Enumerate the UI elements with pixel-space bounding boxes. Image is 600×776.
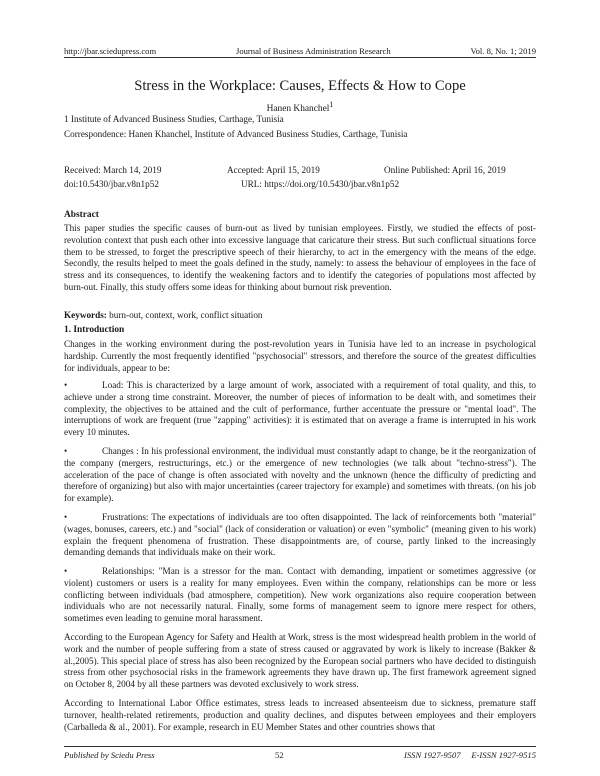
bullet-dot: •: [64, 446, 68, 456]
footer-rule: [64, 746, 536, 747]
intro-paragraph-3: According to International Labor Office estimates, stress leads to increased absenteeism due to sickness, premature staff turnover, health-related retirements, production and quality declines, and disputes between employees and their employers (Carballeda & al., 2001). For example, research in EU Member States and other countries shows that: [64, 698, 536, 732]
bullet-dot: •: [64, 380, 68, 390]
bullet-relationships-text: Relationships: "Man is a stressor for the man. Contact with demanding, impatient or sometimes aggressive (or violent) customers or users is a reality for many employees. Even within the company, relationships can be more or less conflicting between individuals (bad atmosphere, competition). New work organizations also require cooperation between individuals who are not necessarily natural. Finally, some forms of management seem to ignore mere respect for others, sometimes even leading to genuine moral harassment.: [64, 566, 536, 624]
bullet-frustrations-text: Frustrations: The expectations of individuals are too often disappointed. The lack of reinforcements both "material" (wages, bonuses, careers, etc.) and "social" (lack of consideration or valuation) or even "symbolic" (meaning given to his work) explain the frequent phenomena of frustration. These disappointments are, of course, partly linked to the increasingly demanding demands that individuals make on their work.: [64, 512, 536, 558]
doi-url[interactable]: URL: https://doi.org/10.5430/jbar.v8n1p52: [241, 179, 400, 189]
bullet-dot: •: [64, 512, 68, 522]
bullet-changes-text: Changes : In his professional environment, the individual must constantly adapt to change, be it the reorganization of the company (mergers, restructurings, etc.) or the emergence of new technologies (we talk about "techno-stress"). The acceleration of the pace of change is often associated with novelty and the unknown (hence the difficulty of predicting and therefore of organizing) but also with major uncertainties (career trajectory for example) and sometimes with threats. (on his job for example).: [64, 446, 536, 504]
footer-publisher: Published by Sciedu Press: [64, 750, 155, 760]
paper-title: Stress in the Workplace: Causes, Effects & How to Cope: [134, 78, 466, 94]
affiliation: 1 Institute of Advanced Business Studies, Carthage, Tunisia: [64, 114, 284, 124]
doi: doi:10.5430/jbar.v8n1p52: [64, 179, 159, 189]
intro-paragraph-2: According to the European Agency for Safety and Health at Work, stress is the most widespread health problem in the world of work and the number of people suffering from a state of stress caused or aggravated by work is likely to increase (Bakker & al.,2005). This special place of stress has also been recognized by the European social partners who have decided to distinguish stress from other psychosocial risks in the framework agreements they have drawn up. The first framework agreement signed on October 8, 2004 by all these partners was devoted exclusively to work stress.: [64, 632, 536, 690]
keywords-line: [64, 310, 536, 322]
page-footer: [64, 750, 536, 760]
bullet-changes: [64, 446, 536, 505]
header-url[interactable]: http://jbar.sciedupress.com: [64, 46, 157, 56]
running-header: [64, 46, 536, 56]
keywords-label: Keywords:: [64, 310, 107, 320]
header-volume: Vol. 8, No. 1; 2019: [470, 46, 536, 56]
keywords-text: burn-out, context, work, conflict situation: [106, 310, 263, 320]
online-date: Online Published: April 16, 2019: [384, 165, 506, 175]
intro-paragraph-1: Changes in the working environment during the post-revolution years in Tunisia have led to an increase in psychological hardship. Currently the most frequently identified "psychosocial" stressors, and therefore the source of the greatest difficulties for individuals, appear to be:: [64, 339, 536, 373]
header-rule: [64, 57, 536, 58]
correspondence: Correspondence: Hanen Khanchel, Institute of Advanced Business Studies, Carthage, Tunisia: [64, 129, 408, 139]
bullet-load-text: Load: This is characterized by a large amount of work, associated with a requirement of total quality, and this, to achieve under a strong time constraint. Moreover, the number of pieces of information to be dealt with, and sometimes their complexity, the objectives to be attained and the cult of performance, further accentuate the pressure or "mental load". The interruptions of work are frequent (true "zapping" activities): it is estimated that on average a frame is interrupted in his work every 10 minutes.: [64, 380, 536, 438]
introduction-heading: 1. Introduction: [64, 325, 125, 335]
received-date: Received: March 14, 2019: [64, 165, 162, 175]
bullet-dot: •: [64, 566, 68, 576]
bullet-frustrations: [64, 512, 536, 559]
page-number: 52: [275, 750, 284, 760]
author-line: [64, 100, 536, 114]
bullet-relationships: [64, 566, 536, 625]
author-name: Hanen Khanchel: [266, 104, 330, 115]
author-affil-mark: 1: [329, 100, 334, 109]
accepted-date: Accepted: April 15, 2019: [227, 165, 320, 175]
header-journal: Journal of Business Administration Research: [235, 46, 391, 56]
abstract-text: This paper studies the specific causes of burn-out as lived by tunisian employees. Firstly, we studied the effects of post-revolution context that push each other into excessive language that caricature their stress. But such conflictual situations force them to be stressed, to forget the prescriptive speech of their hierarchy, to act in the emergency with the means of the edge. Secondly, the results helped to meet the goals defined in the study, namely: to assess the behaviour of employees in the face of stress and its consequences, to identify the weakening factors and to identify the categories of populations most affected by burn-out. Finally, this study offers some ideas for thinking about burnout risk prevention.: [64, 223, 536, 292]
bullet-load: [64, 380, 536, 439]
abstract-heading: Abstract: [64, 210, 99, 220]
footer-issn: ISSN 1927-9507 E-ISSN 1927-9515: [404, 750, 536, 760]
